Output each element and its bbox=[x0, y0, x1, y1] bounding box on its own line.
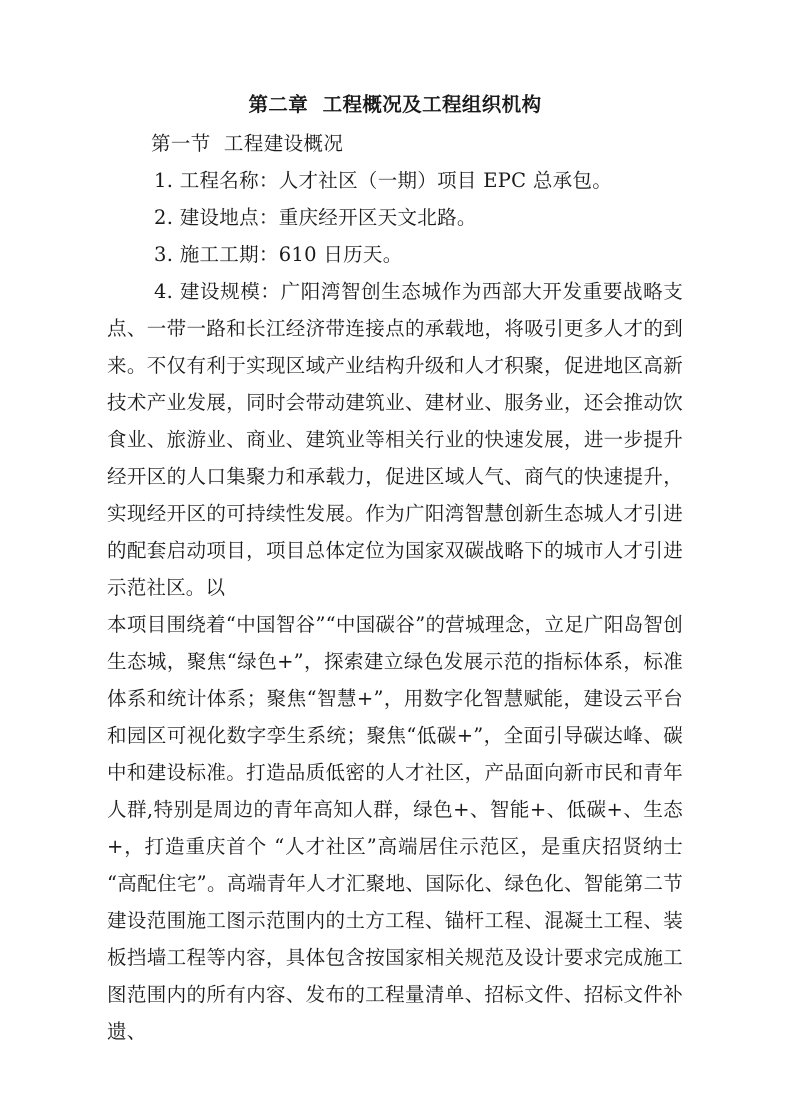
section-heading: 第一节 工程建设概况 bbox=[151, 132, 344, 155]
numbered-item-project-name: 1. 工程名称：人才社区（一期）项目 EPC 总承包。 bbox=[154, 169, 613, 192]
document-body bbox=[107, 86, 683, 1050]
numbered-item-construction-location: 2. 建设地点：重庆经开区天文北路。 bbox=[154, 206, 477, 229]
paragraph-project-concept: 本项目围绕着“中国智谷”“中国碳谷”的营城理念，立足广阳岛智创生态城，聚焦“绿色+”，探索建立绿色发展示范的指标体系，标准体系和统计体系；聚焦“智慧+”，用数字化智慧赋能，建设云平台和园区可视化数字孪生系统；聚焦“低碳+”，全面引导碳达峰、碳中和建设标准。打造品质低密的人才社区，产品面向新市民和青年人群,特别是周边的青年高知人群，绿色+、智能+、低碳+、生态+，打造重庆首个 “人才社区”高端居住示范区，是重庆招贤纳士“高配住宅”。高端青年人才汇聚地、国际化、绿色化、智能第二节 建设范围施工图示范围内的土方工程、锚杆工程、混凝土工程、装板挡墙工程等内容，具体包含按国家相关规范及设计要求完成施工图范围内的所有内容、发布的工程量清单、招标文件、招标文件补遗、 bbox=[107, 613, 683, 1043]
paragraph-construction-scale: 4. 建设规模：广阳湾智创生态城作为西部大开发重要战略支点、一带一路和长江经济带连接点的承载地，将吸引更多人才的到来。不仅有利于实现区域产业结构升级和人才积聚，促进地区高新技术产业发展，同时会带动建筑业、建材业、服务业，还会推动饮食业、旅游业、商业、建筑业等相关行业的快速发展，进一步提升经开区的人口集聚力和承载力，促进区域人气、商气的快速提升，实现经开区的可持续性发展。作为广阳湾智慧创新生态城人才引进的配套启动项目，项目总体定位为国家双碳战略下的城市人才引进示范社区。以 bbox=[107, 280, 683, 599]
chapter-title: 第二章 工程概况及工程组织机构 bbox=[248, 93, 542, 116]
numbered-item-construction-period: 3. 施工工期：610 日历天。 bbox=[154, 243, 403, 266]
